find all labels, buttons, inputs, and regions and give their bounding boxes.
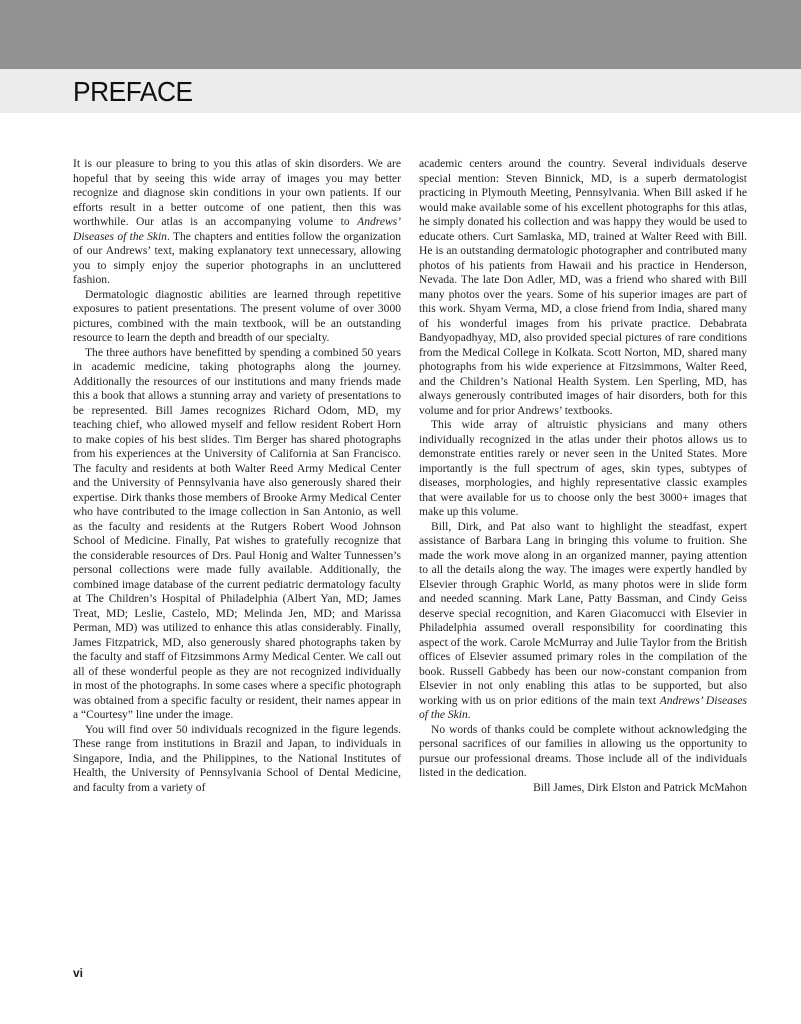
author-signature: Bill James, Dirk Elston and Patrick McMahon: [533, 781, 747, 794]
page-title: PREFACE: [73, 76, 193, 107]
left-column: [73, 157, 401, 795]
text-run: .: [467, 709, 471, 721]
paragraph: [419, 520, 747, 723]
paragraph: The three authors have benefitted by spending a combined 50 years in academic medicine, taking photographs along the journey. Additionally the resources of our institutions and many friends made this a book that allows a stunning array and variety of presentations to be represented. Bill James recognizes Richard Odom, MD, my teaching chief, who allowed myself and fellow resident Robert Horn to make copies of his best slides. Tim Berger has shared photographs from his experiences at the University of California at San Francisco. The faculty and residents at both Walter Reed Army Medical Center and the University of Pennsylvania have also generously shared their expertise. Dirk thanks those members of Brooke Army Medical Center who have contributed to the image collection in San Antonio, as well as the faculty and residents at the Rutgers Robert Wood Johnson School of Medicine. Finally, Pat wishes to gratefully recognize that the considerable resources of Drs. Paul Honig and Walter Tunnessen’s personal collections were made fully available. Additionally, the combined image database of the current pediatric dermatology faculty at The Children’s Hospital of Philadelphia (Albert Yan, MD; James Treat, MD; Leslie, Castelo, MD; Melinda Jen, MD; and Marissa Perman, MD) was utilized to enhance this atlas considerably. Finally, James Fitzpatrick, MD, also generously shared photographs taken by the faculty and staff of Fitzsimmons Army Medical Center. We call out all of these wonderful people as they are not recognized individually in most of the photographs. In some cases where a specific photograph was obtained from a specific faculty or resident, their names appear in a “Courtesy” line under the image.: [73, 346, 401, 721]
book-title: Andrews’ Diseases of the Skin: [73, 216, 401, 243]
book-title: Andrews’ Diseases of the Skin: [419, 694, 747, 721]
header-band: [0, 0, 801, 69]
paragraph-intro: [73, 157, 401, 288]
text-run: It is our pleasure to bring to you this atlas of skin disorders. We are hopeful that by seeing this wide array of images you may better recognize and diagnose skin conditions in your own patients. If our efforts result in a better outcome of one patient, then this was worthwhile. Our atlas is an accompanying volume to: [73, 158, 401, 228]
text-run: Bill, Dirk, and Pat also want to highlight the steadfast, expert assistance of Barbara Lang in bringing this volume to fruition. She made the work move along in an organized manner, paying attention to all the details along the way. The images were expertly handled by Elsevier through Graphic World, as many photos were in slide form and needed scanning. Mark Lane, Patty Bassman, and Cindy Geiss deserve special recognition, and Karen Giacomucci with Elsevier in Philadelphia assumed overall responsibility for coordinating this aspect of the work. Carole McMurray and Julie Taylor from the British offices of Elsevier assumed primary roles in the compilation of the book. Russell Gabbedy has been our now-constant companion from Elsevier in not only enabling this atlas to be supported, but also working with us on prior editions of the main text: [419, 520, 747, 707]
right-column: [419, 157, 747, 795]
paragraph: Dermatologic diagnostic abilities are learned through repetitive exposures to patient presentations. The present volume of over 3000 pictures, combined with the main textbook, will be an outstanding resource to learn the depth and breadth of our specialty.: [73, 288, 401, 344]
paragraph: This wide array of altruistic physicians and many others individually recognized in the atlas under their photos allows us to demonstrate entities rarely or never seen in the United States. More importantly is the full spectrum of ages, skin types, subtypes of diseases, morphologies, and highly representative classic examples that were available for us to choose only the best 3000+ images that make up this volume.: [419, 419, 747, 518]
paragraph: You will find over 50 individuals recognized in the figure legends. These range from institutions in Brazil and Japan, to individuals in Singapore, India, and the Philippines, to the National Institutes of Health, the University of Pennsylvania School of Dental Medicine, and faculty from a variety of: [73, 723, 401, 794]
paragraph-continued: academic centers around the country. Several individuals deserve special mention: Steven Binnick, MD, is a superb dermatologist practicing in Plymouth Meeting, Pennsylvania. When Bill asked if he would make available some of his excellent photographs for this atlas, he simply donated his collection and was happy they would be used to educate others. Curt Samlaska, MD, trained at Walter Reed with Bill. He is an outstanding dermatologic photographer and contributed many photos of his patients from Hawaii and his practice in Henderson, Nevada. The late Don Adler, MD, was a friend who shared with Bill many photos over the years. Some of his superior images are part of this work. Shyam Verma, MD, a close friend from India, shared many of his wonderful images from his private practice. Debabrata Bandyopadhyay, MD, also provided special pictures of rare conditions from the Medical College in Kolkata. Scott Norton, MD, shared many photographs from his wide experience at Fitzsimmons, Walter Reed, and the Children’s National Health System. Len Sperling, MD, has always generously contributed images of hair disorders, both for this volume and for prior Andrews’ textbooks.: [419, 158, 747, 417]
text-run: . The chapters and entities follow the organization of our Andrews’ text, making explanatory text unnecessary, allowing you to simply enjoy the superior photographs in an uncluttered fashion.: [73, 230, 401, 286]
page-number: vi: [73, 966, 84, 980]
paragraph: No words of thanks could be complete without acknowledging the personal sacrifices of our families in allowing us the opportunity to pursue our professional dreams. Those include all of the individuals listed in the dedication.: [419, 723, 747, 779]
